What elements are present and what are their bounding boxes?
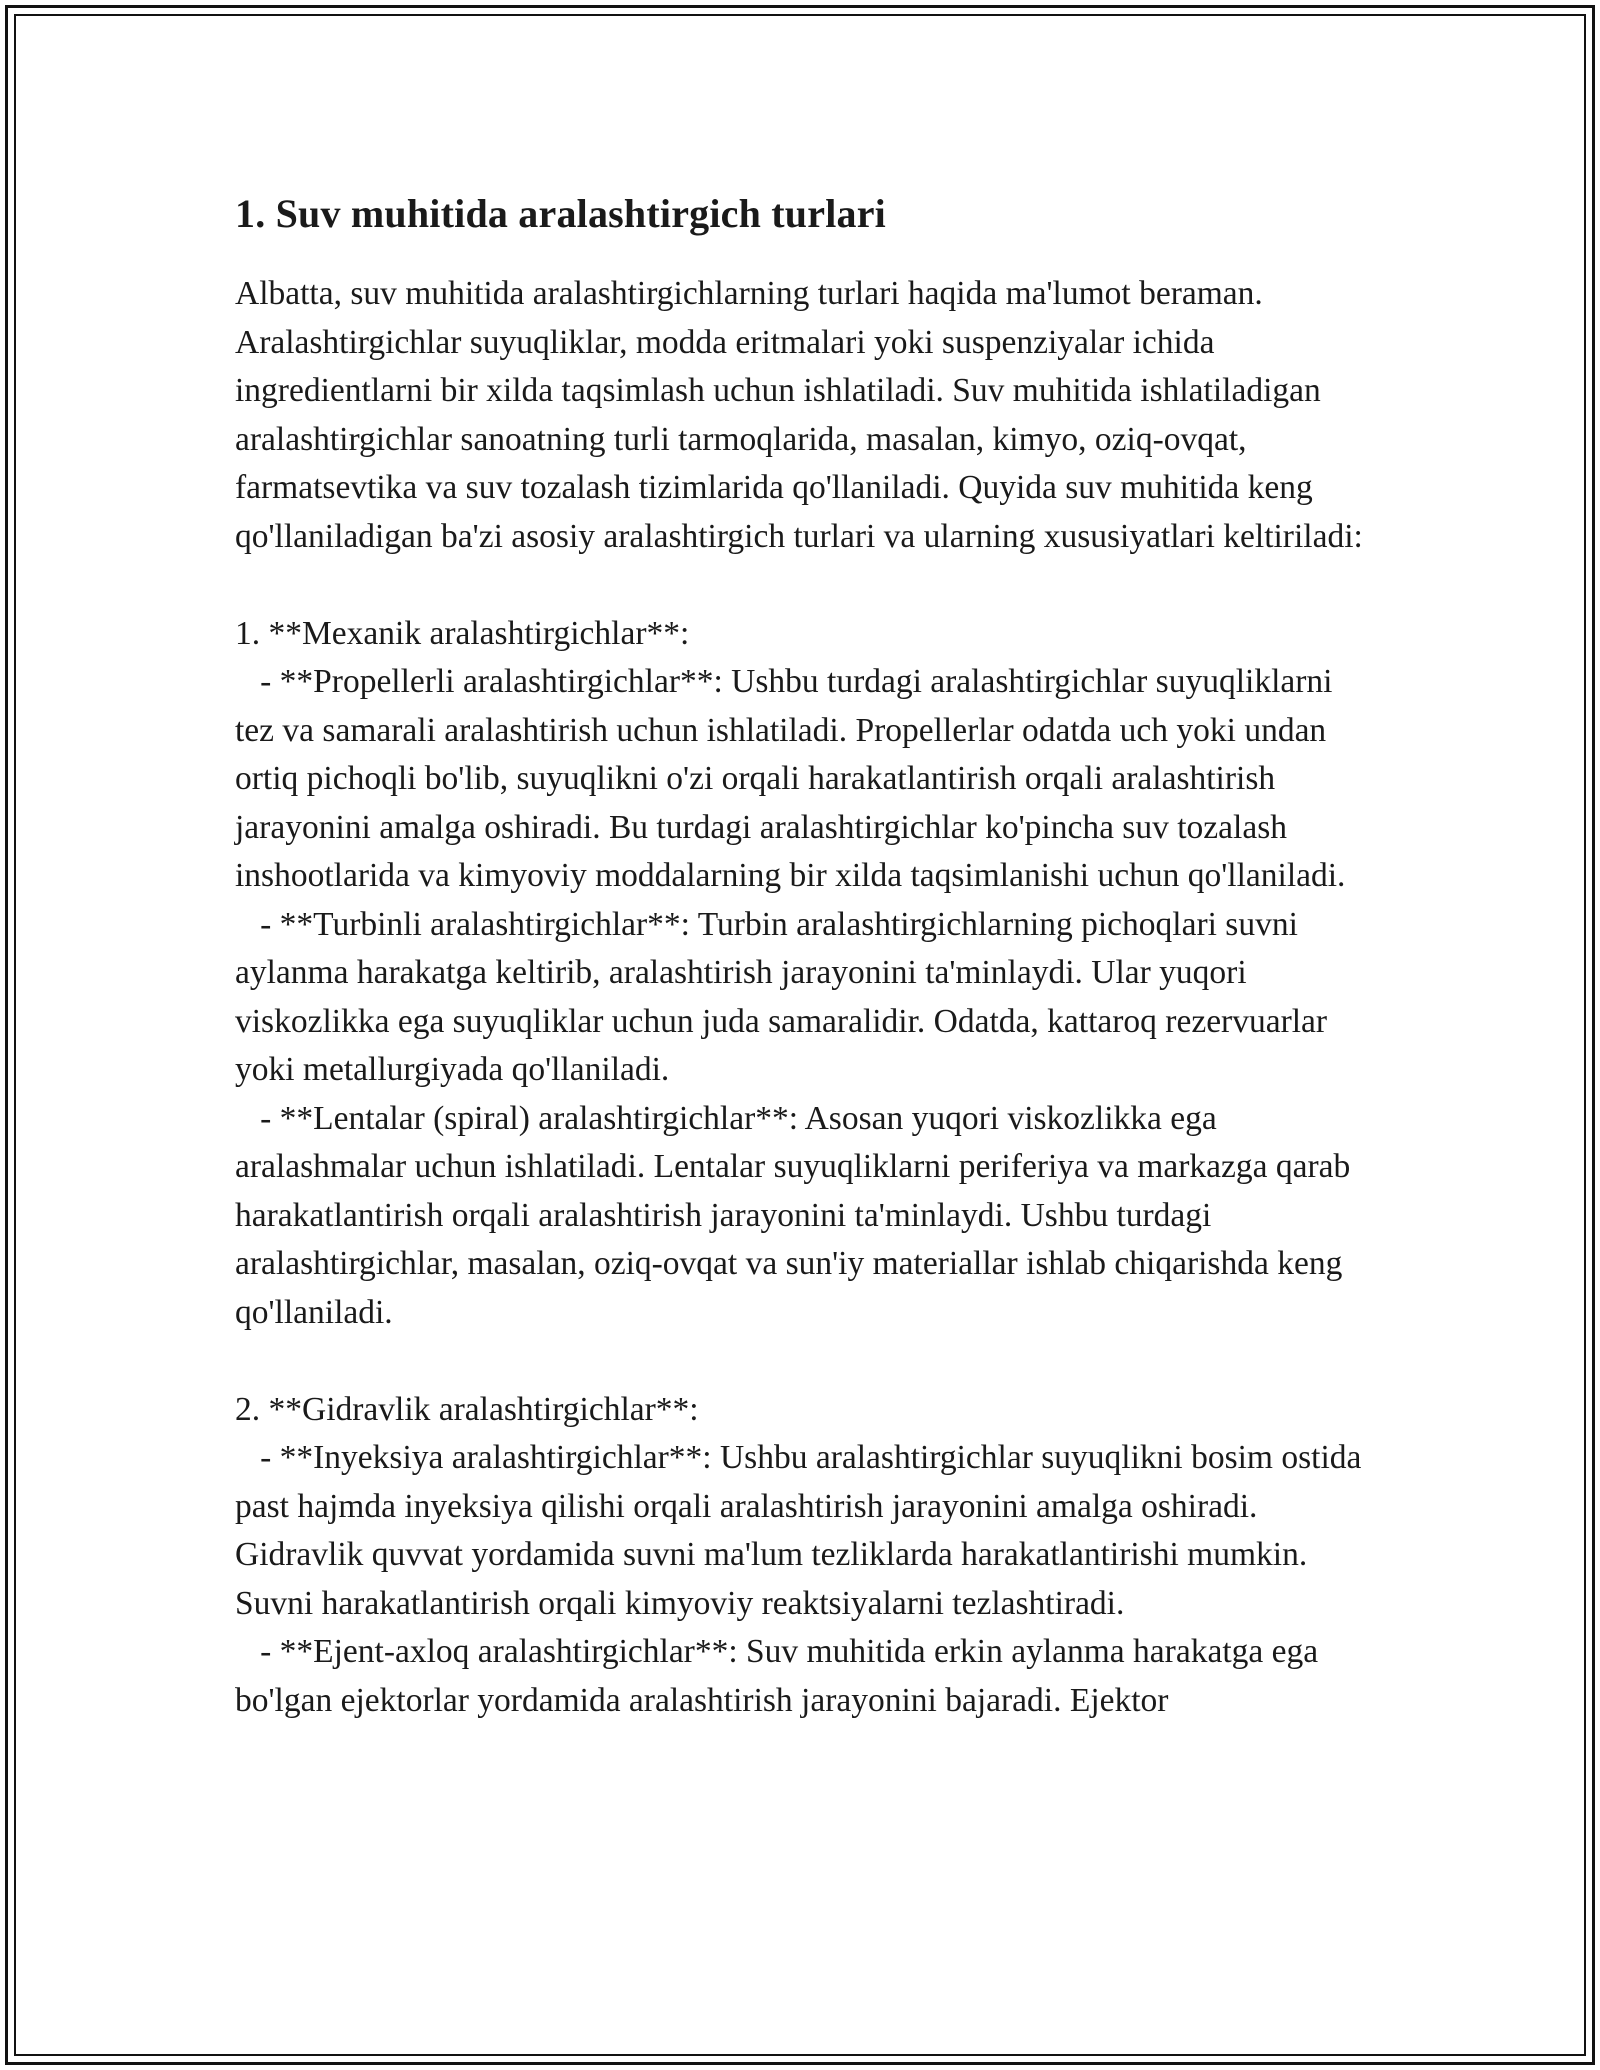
document-body: Albatta, suv muhitida aralashtirgichlarning turlari haqida ma'lumot beraman. Aralashtirgichlar suyuqliklar, modda eritmalari yoki suspenziyalar ichida ingredientlarni bir xilda taqsimlash uchun ishlatiladi. Suv muhitida ishlatiladigan aralashtirgichlar sanoatning turli tarmoqlarida, masalan, kimyo, oziq-ovqat, farmatsevtika va suv tozalash tizimlarida qo'llaniladi. Quyida suv muhitida keng qo'llaniladigan ba'zi asosiy aralashtirgich turlari va ularning xususiyatlari keltiriladi: 1. **Mexanik aralashtirgichlar**: - **Propellerli aralashtirgichlar**: Ushbu turdagi aralashtirgichlar suyuqliklarni tez va samarali aralashtirish uchun ishlatiladi. Propellerlar odatda uch yoki undan ortiq pichoqli bo'lib, suyuqlikni o'zi orqali harakatlantirish orqali aralashtirish jarayonini amalga oshiradi. Bu turdagi aralashtirgichlar ko'pincha suv tozalash inshootlarida va kimyoviy moddalarning bir xilda taqsimlanishi uchun qo'llaniladi. - **Turbinli aralashtirgichlar**: Turbin aralashtirgichlarning pichoqlari suvni aylanma harakatga keltirib, aralashtirish jarayonini ta'minlaydi. Ular yuqori viskozlikka ega suyuqliklar uchun juda samaralidir. Odatda, kattaroq rezervuarlar yoki metallurgiyada qo'llaniladi. - **Lentalar (spiral) aralashtirgichlar**: Asosan yuqori viskozlikka ega aralashmalar uchun ishlatiladi. Lentalar suyuqliklarni periferiya va markazga qarab harakatlantirish orqali aralashtirish jarayonini ta'minlaydi. Ushbu turdagi aralashtirgichlar, masalan, oziq-ovqat va sun'iy materiallar ishlab chiqarishda keng qo'llaniladi. 2. **Gidravlik aralashtirgichlar**: - **Inyeksiya aralashtirgichlar**: Ushbu aralashtirgichlar suyuqlikni bosim ostida past hajmda inyeksiya qilishi orqali aralashtirish jarayonini amalga oshiradi. Gidravlik quvvat yordamida suvni ma'lum tezliklarda harakatlantirishi mumkin. Suvni harakatlantirish orqali kimyoviy reaktsiyalarni tezlashtiradi. - **Ejent-axloq aralashtirgichlar**: Suv muhitida erkin aylanma harakatga ega bo'lgan ejektorlar yordamida aralashtirish jarayonini bajaradi. Ejektor (235, 275, 1363, 1719)
document-content (235, 188, 1375, 1725)
document-heading: 1. Suv muhitida aralashtirgich turlari (235, 191, 886, 236)
